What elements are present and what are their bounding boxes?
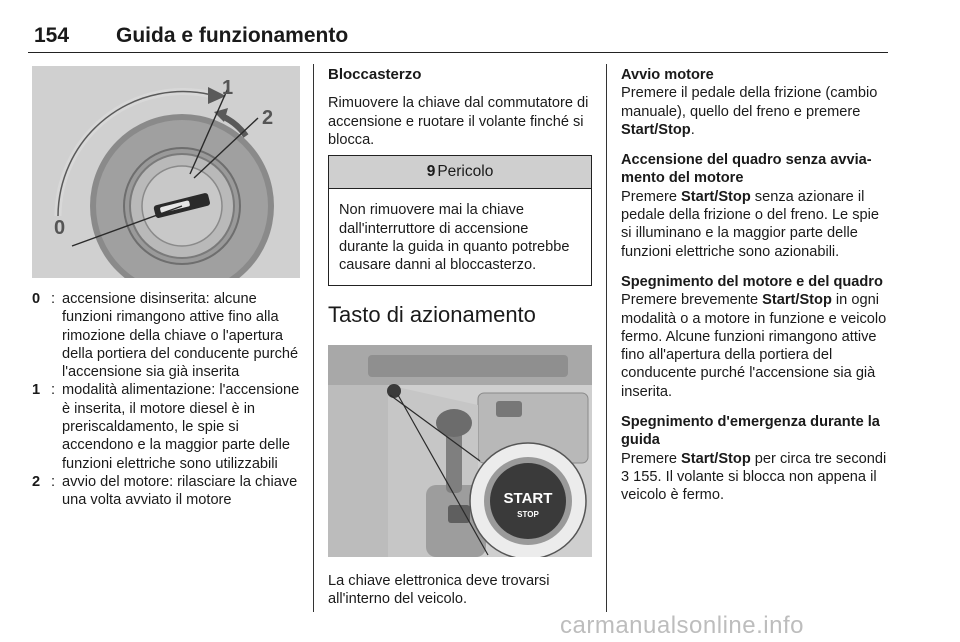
label-1: 1 — [222, 77, 234, 99]
emergenza-text-end: 155. Il volante si blocca non appena il veicolo è fermo. — [621, 468, 877, 504]
column-divider — [606, 64, 607, 612]
position-key: 0 — [32, 291, 41, 307]
position-separator: : — [50, 382, 56, 399]
label-2: 2 — [262, 107, 274, 129]
bloccasterzo-heading: Bloccasterzo — [328, 66, 422, 83]
list-item — [32, 290, 302, 381]
column-divider — [313, 64, 314, 612]
ignition-switch-illustration — [32, 66, 300, 278]
position-description: accensione disinserita: alcune funzioni rimangono attive fino alla rimozione della chiave o l'apertura della portiera del conducente purché l'accensione sia già inserita — [62, 291, 299, 381]
avvio-text-end: . — [690, 121, 695, 138]
emergenza-text-middle: per circa tre secondi — [750, 450, 887, 467]
accensione-block — [621, 151, 889, 261]
position-separator: : — [50, 291, 56, 307]
start-label: START — [503, 490, 553, 507]
column-2 — [328, 66, 592, 328]
avvio-block — [621, 66, 889, 139]
danger-title: Pericolo — [437, 163, 494, 181]
spegnimento-heading: Spegnimento del motore e del quadro — [621, 273, 883, 290]
position-list — [32, 290, 302, 510]
position-description: modalità alimentazione: l'accensione è inserita, il motore diesel è in preriscaldamento, le spie si accendono e la maggior parte delle funzioni elettriche sono utilizzabili — [62, 382, 300, 472]
accensione-heading: Accensione del quadro senza avviamento del motore — [621, 152, 872, 187]
spegnimento-block — [621, 273, 889, 401]
start-stop-term: Start/Stop — [621, 121, 691, 138]
danger-text: Non rimuovere mai la chiave dall'interruttore di accensione durante la guida in quanto potrebbe causare danni al bloccasterzo. — [339, 202, 570, 274]
start-stop-term: Start/Stop — [681, 188, 751, 205]
cross-reference-icon[interactable]: 3 — [621, 468, 630, 485]
position-key: 2 — [32, 473, 41, 490]
tasto-heading: Tasto di azionamento — [328, 301, 536, 327]
list-item — [32, 381, 302, 472]
stop-label: STOP — [517, 510, 539, 519]
label-0: 0 — [54, 217, 66, 239]
warning-icon: 9 — [426, 163, 436, 181]
start-stop-term: Start/Stop — [762, 292, 832, 309]
accensione-text: Premere — [621, 188, 682, 205]
avvio-heading: Avvio motore — [621, 67, 714, 83]
position-key: 1 — [32, 382, 41, 399]
section-title: Guida e funzionamento — [116, 24, 349, 47]
start-stop-term: Start/Stop — [681, 450, 751, 467]
spegnimento-text-end: in ogni modalità o a motore in funzione e veicolo fermo. Alcune funzioni rimangono attive fino all'apertura della portiera del conducente purché l'accensione sia già inserita. — [621, 292, 887, 400]
position-separator: : — [50, 473, 56, 490]
start-stop-button-illustration — [328, 345, 592, 557]
emergenza-heading: Spegnimento d'emergenza durante la guida — [621, 414, 880, 449]
list-item — [32, 473, 302, 510]
watermark: carmanualsonline.info — [560, 612, 804, 639]
figure-caption: La chiave elettronica deve trovarsi all'interno del veicolo. — [328, 573, 550, 608]
page-header — [28, 22, 888, 53]
danger-box — [328, 155, 592, 285]
avvio-text: Premere il pedale della frizione (cambio manuale), quello del freno e premere — [621, 85, 878, 120]
emergenza-text: Premere — [621, 450, 682, 467]
page-number: 154 — [34, 24, 70, 47]
bloccasterzo-text: Rimuovere la chiave dal commutatore di accensione e ruotare il volante finché si blocca. — [328, 95, 589, 148]
accensione-text-end: senza azionare il pedale della frizione o del freno. Le spie si illuminano e la maggior parte delle funzioni elettriche sono azionabili. — [621, 188, 879, 260]
danger-header — [329, 156, 591, 189]
emergenza-block — [621, 413, 889, 504]
spegnimento-text: Premere brevemente — [621, 292, 763, 309]
column-3 — [621, 66, 889, 517]
position-description: avvio del motore: rilasciare la chiave una volta avviato il motore — [62, 473, 298, 509]
